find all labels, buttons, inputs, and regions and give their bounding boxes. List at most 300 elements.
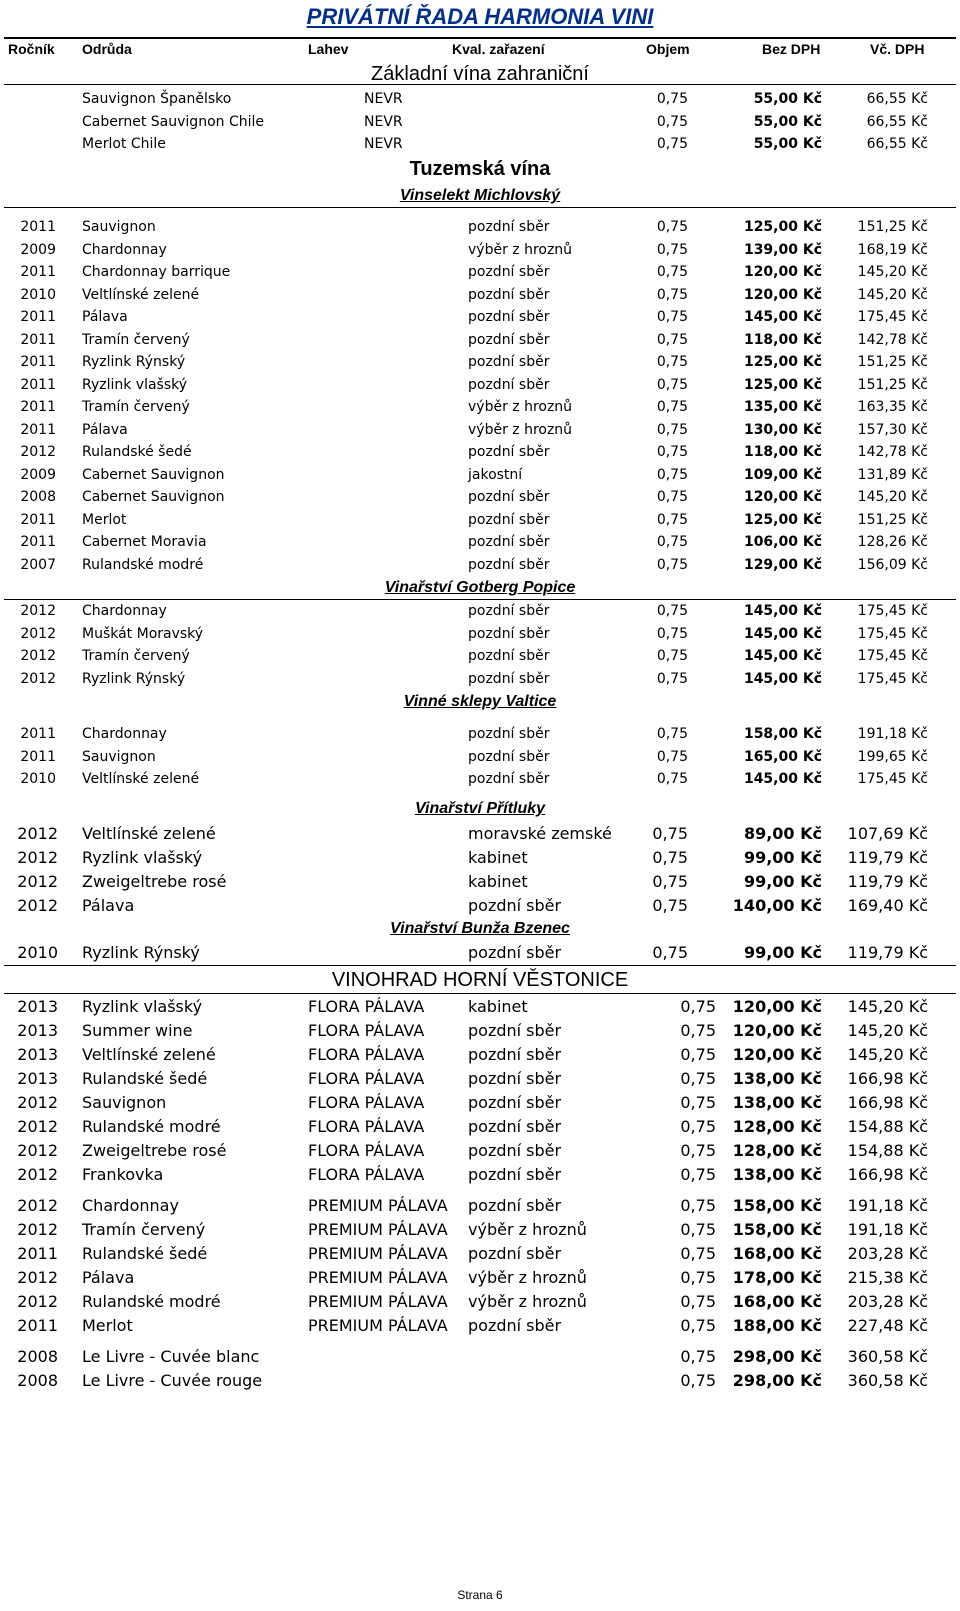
cell-price-net: 158,00 Kč [732, 1220, 822, 1239]
document-title: PRIVÁTNÍ ŘADA HARMONIA VINI [306, 4, 654, 29]
cell-volume: 0,75 [656, 376, 688, 393]
cell-price-gross: 142,78 Kč [857, 331, 928, 348]
cell-price-gross: 66,55 Kč [866, 91, 928, 107]
cell-vintage: 2010 [20, 771, 56, 787]
cell-price-net: 130,00 Kč [743, 421, 822, 438]
cell-variety: Rulandské modré [82, 1292, 221, 1311]
cell-volume: 0,75 [680, 1165, 716, 1184]
cell-volume: 0,75 [656, 748, 688, 765]
cell-variety: Zweigeltrebe rosé [82, 1141, 227, 1160]
table-row [0, 554, 960, 576]
cell-vintage: 2012 [17, 1165, 58, 1184]
cell-price-gross: 145,20 Kč [857, 489, 928, 505]
table-row [0, 329, 960, 351]
cell-quality: pozdní sběr [468, 1244, 562, 1263]
section-subtitle: Vinařství Gotberg Popice [384, 579, 576, 596]
cell-volume: 0,75 [656, 136, 688, 152]
cell-variety: Pálava [82, 309, 128, 325]
cell-variety: Ryzlink vlašský [82, 848, 203, 867]
cell-vintage: 2013 [17, 1069, 58, 1088]
cell-price-gross: 145,20 Kč [847, 1045, 928, 1064]
cell-bottle: PREMIUM PÁLAVA [308, 1196, 448, 1215]
cell-price-gross: 166,98 Kč [847, 1165, 928, 1184]
cell-bottle: FLORA PÁLAVA [308, 1045, 425, 1064]
cell-price-gross: 166,98 Kč [847, 1093, 928, 1112]
cell-quality: pozdní sběr [468, 489, 550, 505]
cell-vintage: 2012 [17, 1093, 58, 1112]
table-row [0, 1164, 960, 1186]
cell-vintage: 2012 [17, 848, 58, 867]
cell-volume: 0,75 [656, 556, 688, 573]
cell-vintage: 2012 [17, 1220, 58, 1239]
table-row [0, 441, 960, 463]
cell-variety: Chardonnay [82, 726, 167, 742]
section-title: VINOHRAD HORNÍ VĚSTONICE [331, 969, 629, 991]
cell-variety: Merlot [82, 511, 127, 528]
cell-vintage: 2012 [17, 1141, 58, 1160]
cell-quality: jakostní [468, 466, 523, 483]
table-row [0, 600, 960, 622]
cell-variety: Merlot Chile [82, 136, 166, 152]
header-lahev: Lahev [308, 41, 349, 57]
cell-vintage: 2011 [20, 331, 56, 348]
cell-price-gross: 203,28 Kč [847, 1292, 928, 1311]
cell-price-gross: 203,28 Kč [847, 1244, 928, 1263]
cell-price-net: 188,00 Kč [732, 1316, 822, 1335]
cell-bottle: PREMIUM PÁLAVA [308, 1244, 448, 1263]
cell-vintage: 2012 [20, 603, 56, 619]
cell-price-net: 129,00 Kč [743, 556, 822, 573]
section-subtitle: Vinařství Přítluky [414, 800, 546, 817]
cell-quality: pozdní sběr [468, 726, 550, 742]
cell-variety: Veltlínské zelené [82, 771, 200, 787]
cell-quality: pozdní sběr [468, 309, 550, 325]
table-row [0, 396, 960, 418]
cell-price-net: 55,00 Kč [753, 113, 822, 130]
cell-volume: 0,75 [656, 489, 688, 505]
cell-quality: pozdní sběr [468, 771, 550, 787]
cell-variety: Le Livre - Cuvée blanc [82, 1347, 260, 1366]
cell-volume: 0,75 [656, 113, 688, 130]
cell-quality: pozdní sběr [468, 376, 550, 393]
cell-variety: Ryzlink Rýnský [82, 671, 186, 688]
cell-volume: 0,75 [656, 91, 688, 107]
cell-volume: 0,75 [680, 1069, 716, 1088]
cell-price-gross: 66,55 Kč [866, 136, 928, 152]
cell-price-net: 106,00 Kč [743, 534, 822, 550]
header-rocnik: Ročník [8, 41, 55, 57]
cell-price-gross: 157,30 Kč [857, 421, 928, 438]
table-row [0, 723, 960, 745]
cell-quality: kabinet [468, 997, 528, 1016]
cell-volume: 0,75 [652, 848, 688, 867]
cell-variety: Zweigeltrebe rosé [82, 872, 227, 891]
cell-price-gross: 191,18 Kč [847, 1220, 928, 1239]
cell-price-net: 118,00 Kč [743, 444, 822, 460]
cell-quality: pozdní sběr [468, 1165, 562, 1184]
cell-quality: výběr z hroznů [468, 421, 573, 438]
cell-price-net: 140,00 Kč [732, 896, 822, 915]
cell-bottle: FLORA PÁLAVA [308, 1021, 425, 1040]
cell-volume: 0,75 [652, 872, 688, 891]
cell-price-gross: 142,78 Kč [857, 444, 928, 460]
cell-bottle: NEVR [364, 136, 403, 152]
cell-vintage: 2012 [17, 1268, 58, 1287]
cell-quality: pozdní sběr [468, 671, 550, 688]
cell-variety: Veltlínské zelené [82, 286, 200, 303]
table-row [0, 942, 960, 964]
cell-price-gross: 175,45 Kč [857, 671, 928, 688]
cell-volume: 0,75 [652, 943, 688, 962]
cell-price-net: 120,00 Kč [743, 286, 822, 303]
cell-variety: Tramín červený [82, 1220, 206, 1239]
cell-vintage: 2011 [17, 1244, 58, 1263]
cell-variety: Ryzlink vlašský [82, 376, 188, 393]
cell-price-gross: 166,98 Kč [847, 1069, 928, 1088]
table-row [0, 746, 960, 768]
cell-price-net: 138,00 Kč [732, 1165, 822, 1184]
cell-variety: Sauvignon Španělsko [82, 91, 232, 107]
cell-variety: Merlot [82, 1316, 133, 1335]
cell-volume: 0,75 [656, 331, 688, 348]
cell-volume: 0,75 [656, 309, 688, 325]
header-objem: Objem [646, 41, 690, 57]
cell-vintage: 2011 [20, 421, 56, 438]
cell-variety: Sauvignon [82, 1093, 167, 1112]
cell-price-net: 165,00 Kč [743, 748, 822, 765]
cell-volume: 0,75 [680, 1093, 716, 1112]
cell-bottle: FLORA PÁLAVA [308, 1141, 425, 1160]
cell-vintage: 2012 [17, 824, 58, 843]
cell-price-net: 168,00 Kč [732, 1292, 822, 1311]
cell-price-net: 125,00 Kč [743, 511, 822, 528]
cell-price-gross: 145,20 Kč [857, 286, 928, 303]
cell-variety: Chardonnay [82, 603, 167, 619]
cell-vintage: 2013 [17, 997, 58, 1016]
table-row [0, 1370, 960, 1392]
cell-volume: 0,75 [656, 399, 688, 415]
cell-vintage: 2011 [20, 354, 56, 370]
cell-vintage: 2012 [20, 444, 56, 460]
cell-variety: Chardonnay barrique [82, 264, 231, 280]
table-row [0, 464, 960, 486]
cell-price-gross: 131,89 Kč [857, 466, 928, 483]
cell-vintage: 2009 [20, 466, 56, 483]
cell-quality: pozdní sběr [468, 748, 550, 765]
cell-volume: 0,75 [680, 1141, 716, 1160]
cell-price-net: 138,00 Kč [732, 1093, 822, 1112]
cell-vintage: 2012 [20, 671, 56, 688]
cell-vintage: 2010 [17, 943, 58, 962]
section-divider [4, 965, 956, 966]
cell-volume: 0,75 [652, 824, 688, 843]
cell-price-gross: 154,88 Kč [847, 1141, 928, 1160]
cell-price-net: 158,00 Kč [732, 1196, 822, 1215]
cell-variety: Rulandské šedé [82, 1244, 208, 1263]
header-kval: Kval. zařazení [452, 41, 545, 57]
cell-bottle: FLORA PÁLAVA [308, 1117, 425, 1136]
section-subtitle: Vinařství Bunža Bzenec [390, 920, 570, 937]
cell-vintage: 2012 [17, 1196, 58, 1215]
cell-price-net: 99,00 Kč [743, 848, 822, 867]
table-row [0, 871, 960, 893]
cell-variety: Rulandské modré [82, 1117, 221, 1136]
cell-volume: 0,75 [656, 444, 688, 460]
cell-price-net: 89,00 Kč [743, 824, 822, 843]
cell-bottle: PREMIUM PÁLAVA [308, 1316, 448, 1335]
table-row [0, 133, 960, 155]
cell-volume: 0,75 [656, 241, 688, 258]
cell-price-gross: 145,20 Kč [857, 264, 928, 280]
cell-vintage: 2011 [20, 264, 56, 280]
cell-price-net: 128,00 Kč [732, 1141, 822, 1160]
cell-quality: pozdní sběr [468, 511, 550, 528]
cell-quality: pozdní sběr [468, 556, 550, 573]
cell-vintage: 2011 [20, 219, 56, 235]
cell-quality: výběr z hroznů [468, 1268, 587, 1287]
table-row [0, 374, 960, 396]
header-bez-dph: Bez DPH [762, 41, 821, 57]
cell-vintage: 2012 [17, 1292, 58, 1311]
table-row [0, 823, 960, 845]
cell-price-gross: 119,79 Kč [847, 848, 928, 867]
cell-price-gross: 175,45 Kč [857, 309, 928, 325]
table-row [0, 261, 960, 283]
table-row [0, 284, 960, 306]
table-row [0, 1195, 960, 1217]
header-vc-dph: Vč. DPH [870, 41, 925, 57]
cell-price-gross: 154,88 Kč [847, 1117, 928, 1136]
cell-price-gross: 128,26 Kč [857, 534, 928, 550]
cell-quality: pozdní sběr [468, 1117, 562, 1136]
table-row [0, 351, 960, 373]
table-row [0, 88, 960, 110]
cell-volume: 0,75 [656, 625, 688, 642]
cell-quality: pozdní sběr [468, 1196, 562, 1215]
cell-vintage: 2008 [17, 1371, 58, 1390]
cell-vintage: 2011 [17, 1316, 58, 1335]
cell-price-gross: 119,79 Kč [847, 872, 928, 891]
cell-price-net: 138,00 Kč [732, 1069, 822, 1088]
cell-quality: pozdní sběr [468, 1141, 562, 1160]
cell-price-net: 120,00 Kč [732, 1021, 822, 1040]
cell-variety: Chardonnay [82, 1196, 179, 1215]
cell-vintage: 2011 [20, 534, 56, 550]
cell-variety: Muškát Moravský [82, 625, 204, 642]
cell-quality: pozdní sběr [468, 943, 562, 962]
cell-price-net: 109,00 Kč [743, 466, 822, 483]
cell-variety: Pálava [82, 896, 135, 915]
cell-volume: 0,75 [656, 671, 688, 688]
cell-bottle: FLORA PÁLAVA [308, 1165, 425, 1184]
table-row [0, 623, 960, 645]
table-row [0, 1044, 960, 1066]
cell-quality: kabinet [468, 872, 528, 891]
cell-volume: 0,75 [680, 1021, 716, 1040]
table-row [0, 531, 960, 553]
cell-vintage: 2011 [20, 748, 56, 765]
cell-price-gross: 151,25 Kč [857, 376, 928, 393]
cell-volume: 0,75 [656, 603, 688, 619]
cell-quality: pozdní sběr [468, 331, 550, 348]
cell-volume: 0,75 [656, 264, 688, 280]
cell-price-net: 128,00 Kč [732, 1117, 822, 1136]
cell-quality: pozdní sběr [468, 219, 550, 235]
cell-variety: Summer wine [82, 1021, 193, 1040]
cell-variety: Tramín červený [82, 399, 190, 415]
table-row [0, 1092, 960, 1114]
cell-variety: Cabernet Moravia [82, 534, 207, 550]
cell-vintage: 2011 [20, 376, 56, 393]
cell-bottle: FLORA PÁLAVA [308, 1069, 425, 1088]
cell-price-net: 145,00 Kč [743, 603, 822, 619]
cell-volume: 0,75 [656, 286, 688, 303]
cell-quality: pozdní sběr [468, 264, 550, 280]
cell-variety: Chardonnay [82, 241, 167, 258]
cell-price-net: 178,00 Kč [732, 1268, 822, 1287]
cell-quality: výběr z hroznů [468, 241, 573, 258]
cell-bottle: FLORA PÁLAVA [308, 997, 425, 1016]
cell-price-gross: 199,65 Kč [857, 748, 928, 765]
table-row [0, 668, 960, 690]
cell-price-gross: 151,25 Kč [857, 511, 928, 528]
cell-vintage: 2012 [17, 872, 58, 891]
cell-price-gross: 163,35 Kč [857, 399, 928, 415]
cell-volume: 0,75 [656, 648, 688, 665]
cell-variety: Cabernet Sauvignon [82, 489, 225, 505]
cell-price-net: 298,00 Kč [732, 1371, 822, 1390]
cell-price-net: 145,00 Kč [743, 648, 822, 665]
cell-vintage: 2009 [20, 241, 56, 258]
cell-price-net: 298,00 Kč [732, 1347, 822, 1366]
table-row [0, 486, 960, 508]
cell-price-gross: 191,18 Kč [847, 1196, 928, 1215]
cell-vintage: 2012 [17, 896, 58, 915]
section-subtitle: Vinselekt Michlovský [399, 187, 561, 204]
cell-variety: Cabernet Sauvignon [82, 466, 225, 483]
cell-price-gross: 169,40 Kč [847, 896, 928, 915]
cell-bottle: NEVR [364, 113, 403, 130]
table-row [0, 768, 960, 790]
table-row [0, 419, 960, 441]
cell-quality: pozdní sběr [468, 648, 550, 665]
cell-quality: pozdní sběr [468, 444, 550, 460]
cell-price-net: 99,00 Kč [743, 872, 822, 891]
cell-vintage: 2012 [17, 1117, 58, 1136]
table-row [0, 239, 960, 261]
cell-variety: Ryzlink Rýnský [82, 354, 186, 370]
cell-vintage: 2010 [20, 286, 56, 303]
cell-bottle: PREMIUM PÁLAVA [308, 1292, 448, 1311]
cell-quality: pozdní sběr [468, 286, 550, 303]
table-row [0, 509, 960, 531]
page-number: Strana 6 [457, 1588, 503, 1602]
cell-quality: pozdní sběr [468, 354, 550, 370]
section-divider [4, 207, 956, 208]
cell-bottle: NEVR [364, 91, 403, 107]
cell-volume: 0,75 [680, 1244, 716, 1263]
table-row [0, 1140, 960, 1162]
cell-price-net: 125,00 Kč [743, 354, 822, 370]
table-row [0, 1020, 960, 1042]
table-row [0, 1116, 960, 1138]
cell-variety: Ryzlink Rýnský [82, 943, 200, 962]
cell-variety: Rulandské šedé [82, 444, 192, 460]
cell-volume: 0,75 [680, 1292, 716, 1311]
table-row [0, 1243, 960, 1265]
cell-quality: pozdní sběr [468, 1021, 562, 1040]
cell-price-net: 145,00 Kč [743, 771, 822, 787]
cell-volume: 0,75 [656, 726, 688, 742]
cell-vintage: 2012 [20, 648, 56, 665]
cell-volume: 0,75 [680, 1268, 716, 1287]
cell-price-net: 139,00 Kč [743, 241, 822, 258]
cell-variety: Tramín červený [82, 331, 190, 348]
cell-variety: Rulandské šedé [82, 1069, 208, 1088]
cell-variety: Pálava [82, 1268, 135, 1287]
cell-quality: kabinet [468, 848, 528, 867]
cell-price-gross: 156,09 Kč [857, 556, 928, 573]
cell-volume: 0,75 [680, 997, 716, 1016]
section-subtitle: Vinné sklepy Valtice [403, 693, 557, 710]
cell-volume: 0,75 [680, 1045, 716, 1064]
cell-volume: 0,75 [656, 466, 688, 483]
cell-volume: 0,75 [680, 1371, 716, 1390]
cell-quality: výběr z hroznů [468, 1220, 587, 1239]
cell-volume: 0,75 [656, 219, 688, 235]
cell-quality: pozdní sběr [468, 1093, 562, 1112]
table-row [0, 1346, 960, 1368]
cell-variety: Le Livre - Cuvée rouge [82, 1371, 263, 1390]
cell-price-gross: 145,20 Kč [847, 1021, 928, 1040]
section-title: Základní vína zahraniční [371, 63, 589, 85]
cell-price-gross: 360,58 Kč [847, 1371, 928, 1390]
cell-vintage: 2011 [20, 511, 56, 528]
cell-variety: Sauvignon [82, 748, 156, 765]
cell-price-gross: 145,20 Kč [847, 997, 928, 1016]
table-row [0, 895, 960, 917]
cell-quality: pozdní sběr [468, 534, 550, 550]
cell-variety: Veltlínské zelené [82, 1045, 216, 1064]
header-odruda: Odrůda [82, 41, 132, 57]
cell-price-net: 118,00 Kč [743, 331, 822, 348]
cell-price-gross: 175,45 Kč [857, 648, 928, 665]
cell-volume: 0,75 [652, 896, 688, 915]
cell-quality: pozdní sběr [468, 1316, 562, 1335]
table-row [0, 1068, 960, 1090]
cell-price-net: 120,00 Kč [732, 1045, 822, 1064]
cell-price-net: 120,00 Kč [743, 489, 822, 505]
cell-quality: moravské zemské [468, 824, 612, 843]
table-row [0, 1291, 960, 1313]
table-row [0, 847, 960, 869]
cell-price-gross: 175,45 Kč [857, 625, 928, 642]
cell-vintage: 2013 [17, 1045, 58, 1064]
cell-volume: 0,75 [656, 771, 688, 787]
cell-bottle: FLORA PÁLAVA [308, 1093, 425, 1112]
cell-price-net: 135,00 Kč [743, 399, 822, 415]
cell-price-net: 55,00 Kč [753, 91, 822, 107]
cell-vintage: 2008 [17, 1347, 58, 1366]
cell-price-gross: 119,79 Kč [847, 943, 928, 962]
cell-variety: Tramín červený [82, 648, 190, 665]
cell-price-gross: 66,55 Kč [866, 113, 928, 130]
cell-price-gross: 107,69 Kč [847, 824, 928, 843]
cell-price-gross: 175,45 Kč [857, 603, 928, 619]
cell-price-gross: 151,25 Kč [857, 354, 928, 370]
cell-price-net: 168,00 Kč [732, 1244, 822, 1263]
cell-price-net: 145,00 Kč [743, 671, 822, 688]
